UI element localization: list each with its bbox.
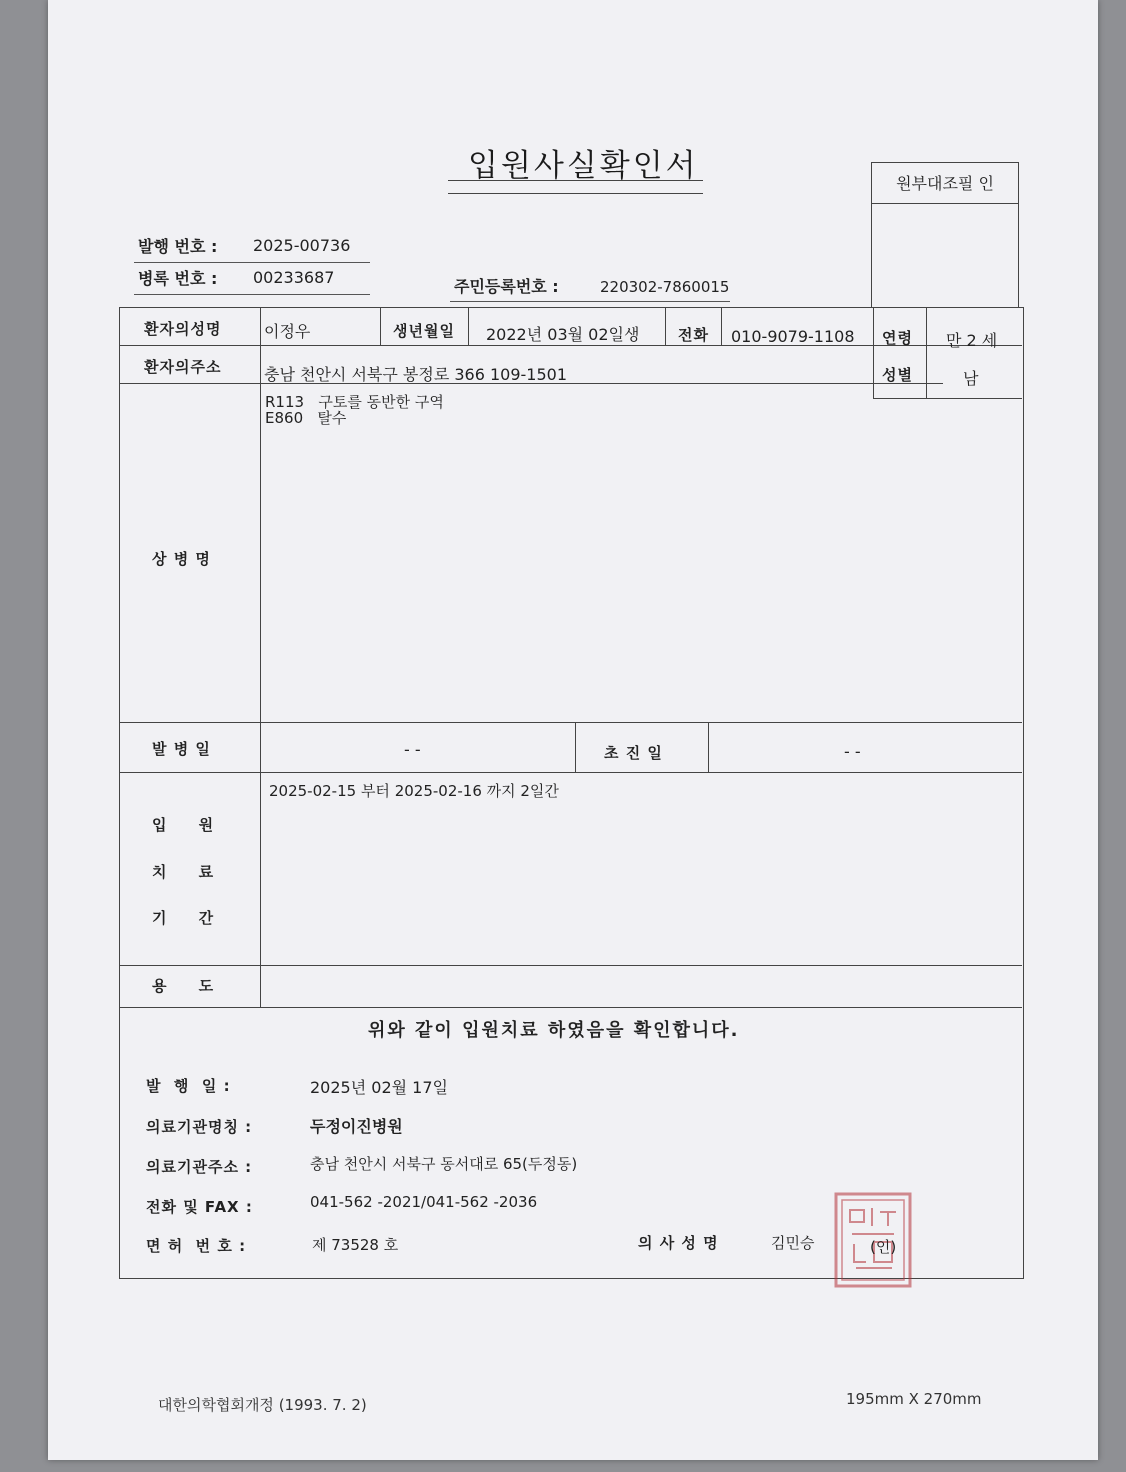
confirmation-statement: 위와 같이 입원치료 하였음을 확인합니다.: [368, 1020, 740, 1041]
onset-label: 발 병 일: [152, 740, 211, 758]
divider: [260, 308, 261, 1007]
purpose-label: 용 도: [152, 977, 215, 995]
divider: [380, 308, 381, 345]
institution-address-label: 의료기관주소 :: [146, 1158, 253, 1176]
seal-mark: (인): [870, 1238, 897, 1256]
patient-name: 이정우: [264, 322, 311, 341]
divider: [120, 965, 1022, 966]
divider: [873, 398, 1022, 399]
issue-number-label: 발행 번호 :: [138, 237, 218, 256]
divider: [450, 301, 730, 302]
document-paper: [48, 0, 1098, 1460]
divider: [665, 308, 666, 345]
doctor-label: 의 사 성 명: [638, 1234, 719, 1252]
sex-label: 성별: [882, 366, 913, 384]
document-title: 입원사실확인서: [468, 148, 699, 184]
issue-date-label: 발 행 일 :: [146, 1077, 231, 1095]
divider: [873, 308, 874, 398]
divider: [721, 308, 722, 345]
diagnosis-line: E860 탈수: [265, 409, 347, 427]
divider: [926, 308, 927, 398]
onset-date: - -: [404, 740, 421, 759]
first-visit-label: 초 진 일: [604, 744, 663, 762]
stamp-box-label: 원부대조필 인: [872, 163, 1018, 204]
phone-label: 전화: [678, 326, 709, 344]
footer-revision: 대한의학협회개정 (1993. 7. 2): [158, 1396, 367, 1414]
phone-fax: 041-562 -2021/041-562 -2036: [310, 1193, 538, 1211]
issue-number: 2025-00736: [253, 236, 351, 255]
divider: [120, 772, 1022, 773]
verification-stamp-box: [871, 162, 1019, 308]
patient-phone: 010-9079-1108: [731, 327, 855, 346]
record-number-label: 병록 번호 :: [138, 269, 218, 288]
divider: [120, 722, 1022, 723]
patient-age: 만 2 세: [946, 331, 998, 350]
first-visit-date: - -: [844, 742, 861, 761]
divider: [134, 294, 370, 295]
form-table: [119, 307, 1024, 1279]
institution-name: 두정이진병원: [310, 1117, 403, 1136]
divider: [468, 308, 469, 345]
title-underline-2: [448, 193, 703, 194]
divider: [708, 722, 709, 772]
license-label: 면 허 번 호 :: [146, 1237, 247, 1255]
admission-label-3: 기 간: [152, 909, 215, 927]
birth-date: 2022년 03월 02일생: [486, 325, 640, 344]
resident-number-label: 주민등록번호 :: [454, 277, 559, 296]
patient-address: 충남 천안시 서북구 봉정로 366 109-1501: [264, 365, 568, 384]
record-number: 00233687: [253, 268, 335, 287]
institution-label: 의료기관명칭 :: [146, 1118, 253, 1136]
admission-period: 2025-02-15 부터 2025-02-16 까지 2일간: [269, 782, 559, 800]
patient-name-label: 환자의성명: [144, 320, 222, 338]
divider: [575, 722, 576, 772]
doctor-name: 김민승: [771, 1234, 815, 1252]
divider: [134, 262, 370, 263]
patient-sex: 남: [963, 369, 979, 388]
issue-date: 2025년 02월 17일: [310, 1078, 448, 1097]
birth-label: 생년월일: [393, 322, 455, 340]
phone-fax-label: 전화 및 FAX :: [146, 1198, 253, 1216]
admission-label-2: 치 료: [152, 863, 215, 881]
resident-number: 220302-7860015: [600, 278, 730, 296]
diagnosis-line: R113 구토를 동반한 구역: [265, 393, 444, 411]
admission-label-1: 입 원: [152, 816, 215, 834]
footer-paper-size: 195mm X 270mm: [846, 1390, 982, 1408]
diagnosis-label: 상 병 명: [152, 550, 211, 568]
title-underline: [448, 180, 703, 181]
divider: [120, 1007, 1022, 1008]
diagnosis-list: [265, 394, 444, 426]
age-label: 연령: [882, 329, 913, 347]
address-label: 환자의주소: [144, 358, 222, 376]
institution-address: 충남 천안시 서북구 동서대로 65(두정동): [310, 1155, 578, 1173]
license-number: 제 73528 호: [312, 1236, 399, 1254]
